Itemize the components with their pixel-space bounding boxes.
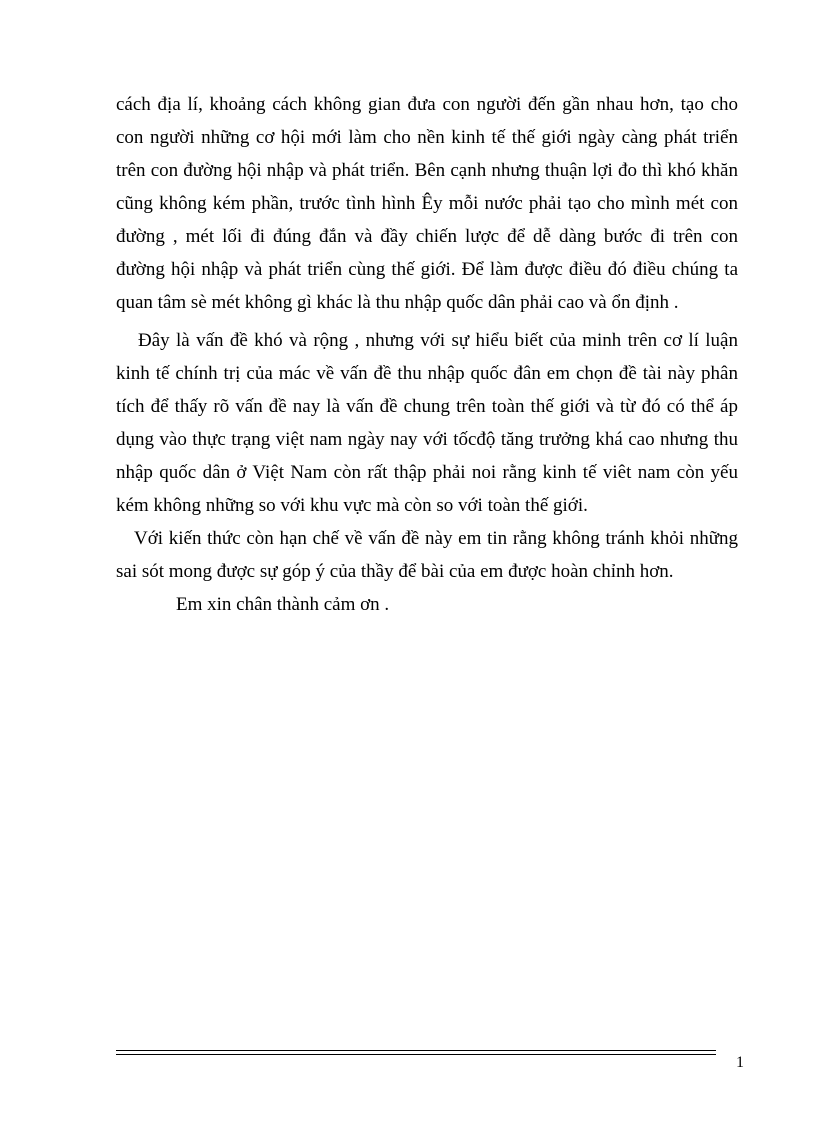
text-line: nhập quốc dân ở Việt Nam còn rất thập phải noi rằng kinh tế viêt nam còn yếu — [116, 462, 738, 483]
paragraph-2 — [116, 324, 738, 522]
text-line: Đây là vấn đề khó và rộng , nhưng với sự hiểu biết của minh trên cơ lí luận — [138, 330, 738, 351]
text-line: sai sót mong được sự góp ý của thầy để bài của em được hoàn chỉnh hơn. — [116, 561, 674, 582]
text-line: cách địa lí, khoảng cách không gian đưa con người đến gần nhau hơn, tạo cho — [116, 94, 738, 115]
text-line: quan tâm sè mét không gì khác là thu nhập quốc dân phải cao và ổn định . — [116, 292, 679, 313]
paragraph-1 — [116, 88, 738, 319]
text-line: dụng vào thực trạng việt nam ngày nay với tốcđộ tăng trưởng khá cao nhưng thu — [116, 429, 738, 450]
text-line: cũng không kém phần, trước tình hình Êy mỗi nước phải tạo cho mình mét con — [116, 193, 738, 214]
body-text — [116, 88, 738, 621]
text-line: kinh tế chính trị của mác về vấn đề thu nhập quốc đân em chọn đề tài này phân — [116, 363, 738, 384]
text-line: con người những cơ hội mới làm cho nền kinh tế thế giới ngày càng phát triển — [116, 127, 738, 148]
footer-rule — [116, 1054, 716, 1055]
footer-rule — [116, 1050, 716, 1051]
text-line: tích để thấy rõ vấn đề nay là vấn đề chung trên toàn thế giới và từ đó có thể áp — [116, 396, 738, 417]
text-line: đường hội nhập và phát triển cùng thế giới. Để làm được điều đó điều chúng ta — [116, 259, 738, 280]
text-line: kém không những so với khu vực mà còn so với toàn thế giới. — [116, 495, 588, 516]
closing-line: Em xin chân thành cảm ơn . — [176, 594, 390, 615]
page-number: 1 — [736, 1054, 744, 1071]
text-line: đường , mét lối đi đúng đắn và đầy chiến lược để dễ dàng bước đi trên con — [116, 226, 738, 247]
paragraph-3 — [116, 522, 738, 588]
paragraph-4 — [116, 588, 738, 621]
text-line: trên con đường hội nhập và phát triển. Bên cạnh nhưng thuận lợi đo thì khó khăn — [116, 160, 738, 181]
text-line: Với kiến thức còn hạn chế về vấn đề này em tin rằng không tránh khỏi những — [134, 528, 738, 549]
